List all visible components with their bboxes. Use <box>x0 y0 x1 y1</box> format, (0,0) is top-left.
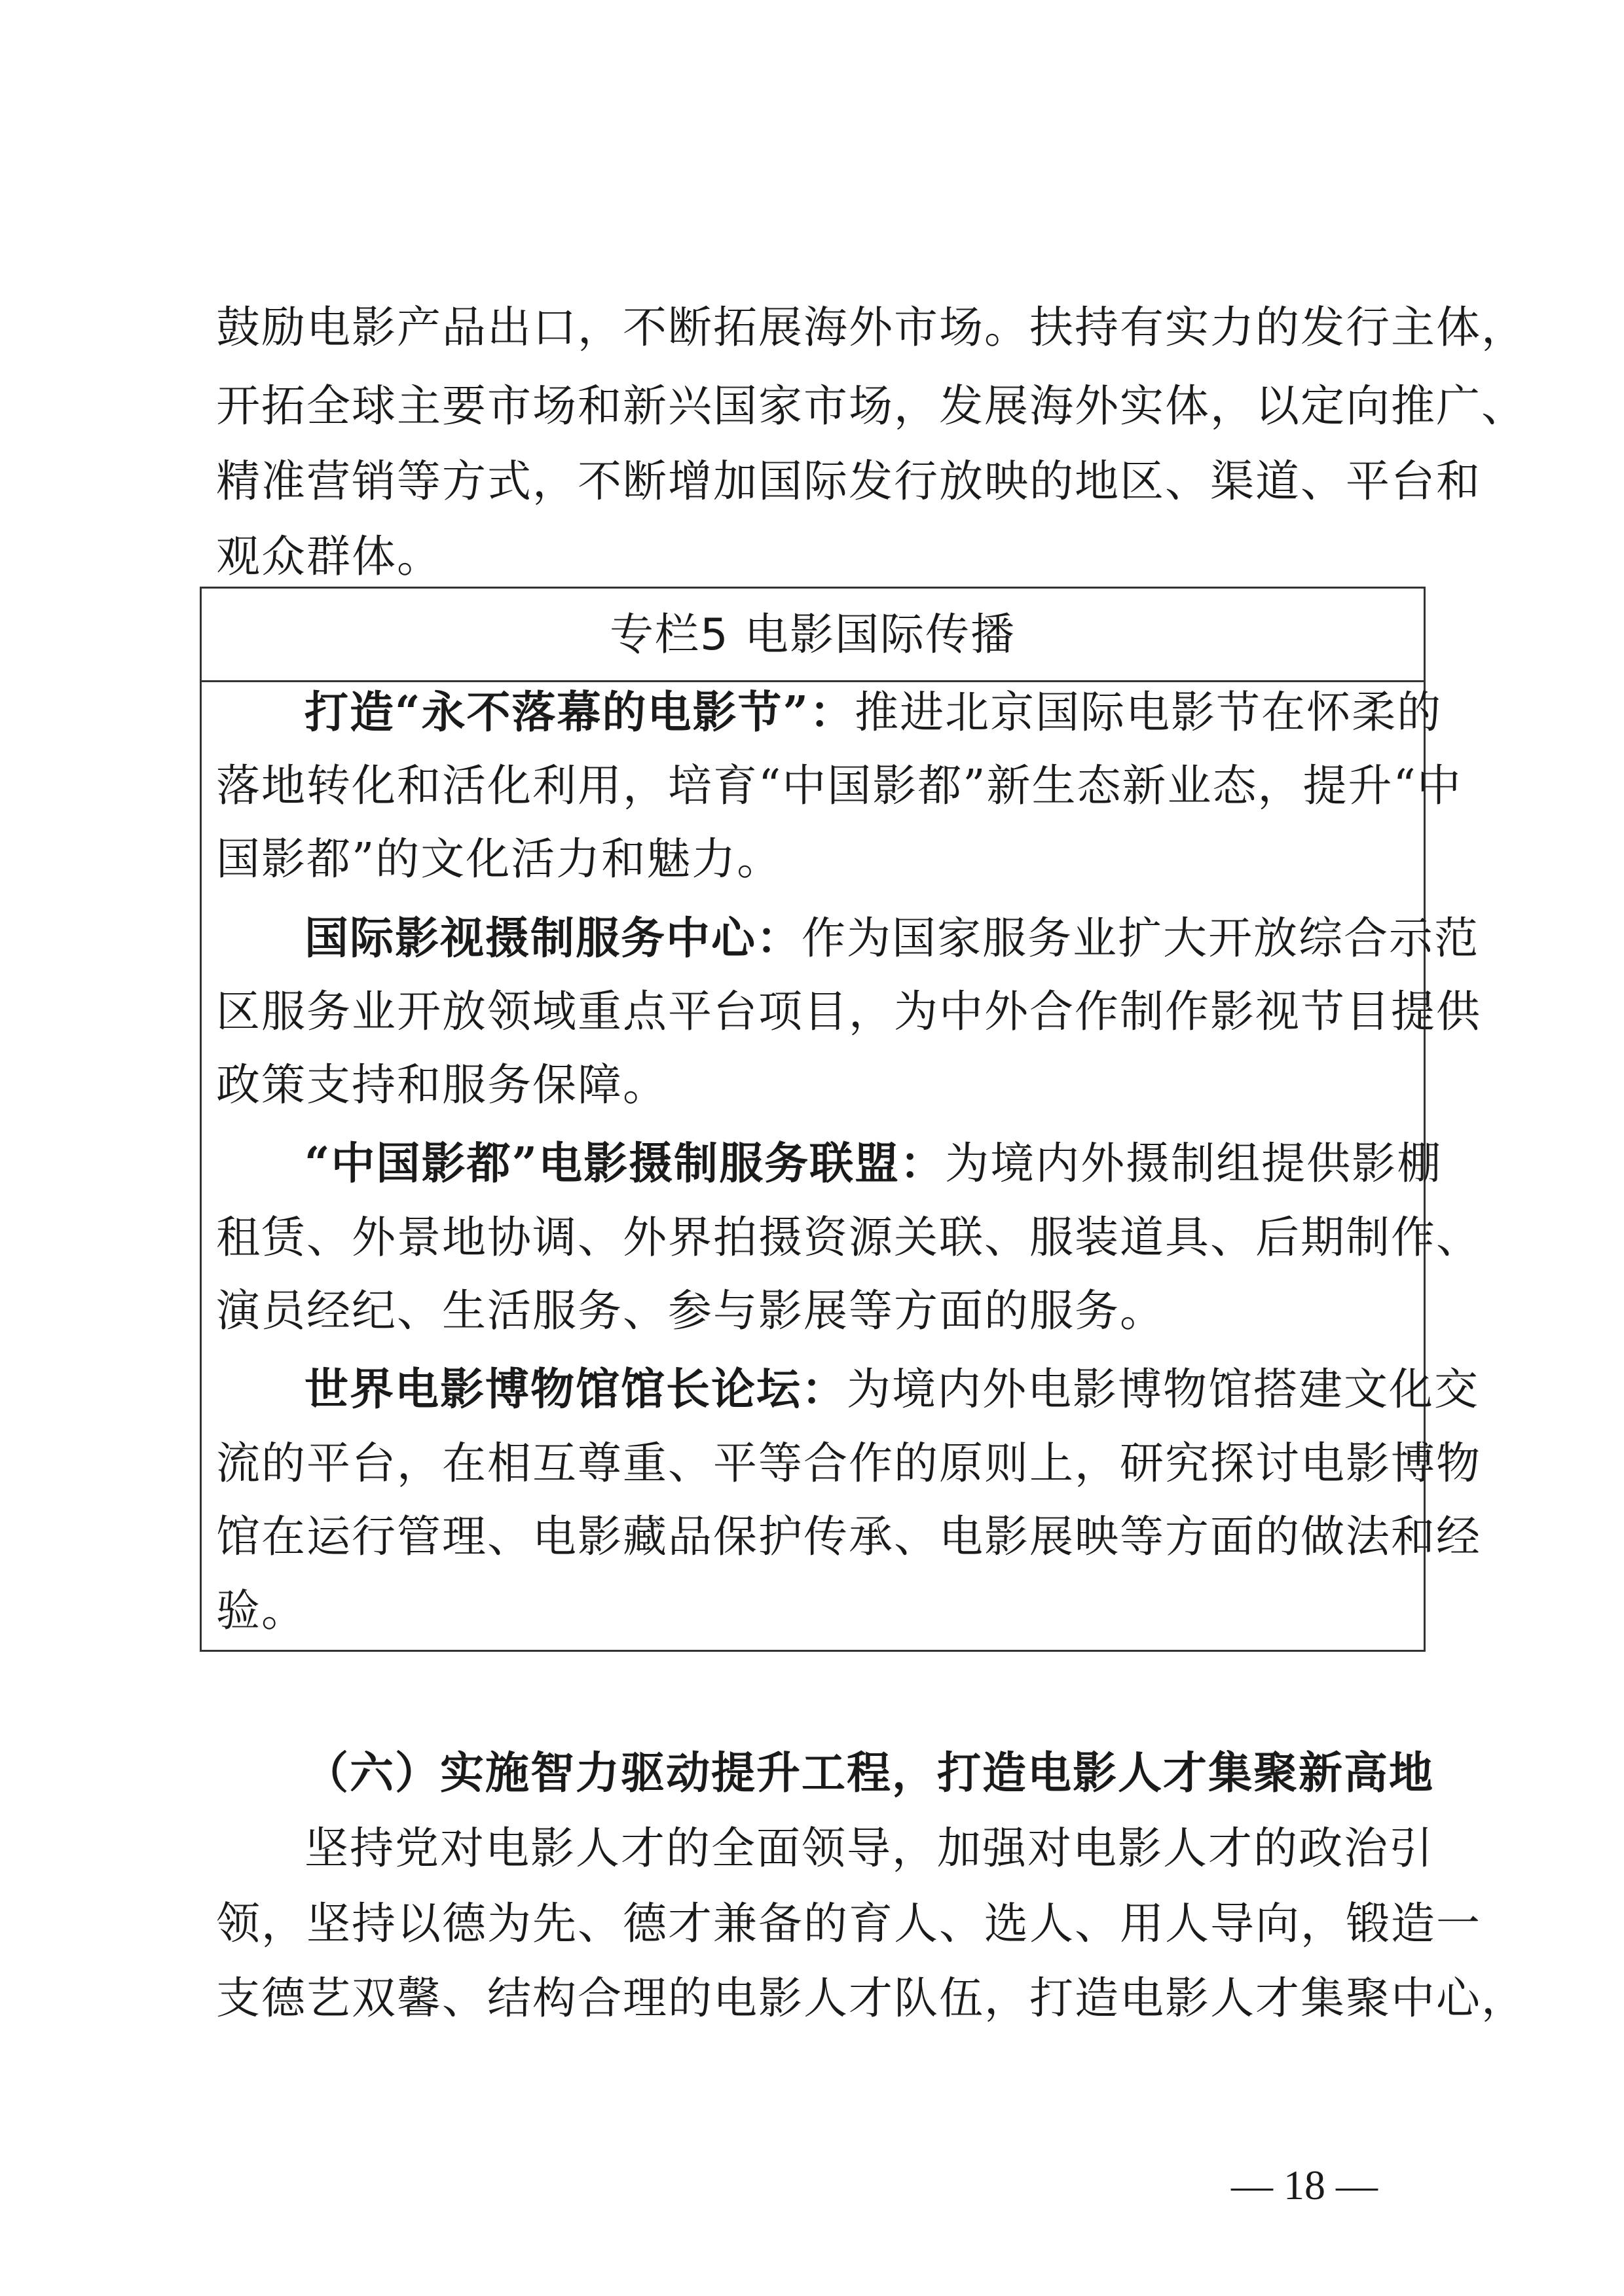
column-item-first-line <box>304 1137 1442 1190</box>
intro-line: 精准营销等方式，不断增加国际发行放映的地区、渠道、平台和 <box>216 456 1481 507</box>
column-item-heading: “中国影都”电影摄制服务联盟： <box>304 1137 946 1189</box>
body-line: 支德艺双馨、结构合理的电影人才队伍，打造电影人才集聚中心， <box>216 1973 1526 2024</box>
column-box <box>200 587 1481 1652</box>
column-item-text: 为境内外摄制组提供影棚 <box>945 1138 1443 1189</box>
column-item-line: 区服务业开放领域重点平台项目，为中外合作制作影视节目提供 <box>216 986 1481 1037</box>
column-item-heading: 国际影视摄制服务中心： <box>304 912 802 964</box>
column-item-line: 验。 <box>216 1585 306 1636</box>
column-item-line: 租赁、外景地协调、外界拍摄资源关联、服装道具、后期制作、 <box>216 1212 1481 1263</box>
intro-line: 鼓励电影产品出口，不断拓展海外市场。扶持有实力的发行主体， <box>216 302 1526 353</box>
column-item-first-line <box>304 686 1442 738</box>
column-item-heading: 世界电影博物馆馆长论坛： <box>304 1363 847 1415</box>
column-item-line: 落地转化和活化利用，培育“中国影都”新生态新业态，提升“中 <box>216 760 1462 811</box>
column-item-line: 政策支持和服务保障。 <box>216 1059 668 1110</box>
column-item-line: 馆在运行管理、电影藏品保护传承、电影展映等方面的做法和经 <box>216 1511 1481 1562</box>
column-item-text: 推进北京国际电影节在怀柔的 <box>855 687 1443 738</box>
column-box-divider <box>202 680 1424 682</box>
intro-line: 开拓全球主要市场和新兴国家市场，发展海外实体，以定向推广、 <box>216 380 1526 431</box>
column-item-first-line <box>304 1363 1479 1415</box>
intro-line: 观众群体。 <box>216 531 442 582</box>
column-item-heading: 打造“永不落幕的电影节”： <box>304 686 855 738</box>
column-item-first-line <box>304 912 1479 964</box>
body-line: 坚持党对电影人才的全面领导，加强对电影人才的政治引 <box>304 1823 1434 1874</box>
section-heading: （六）实施智力驱动提升工程，打造电影人才集聚新高地 <box>304 1747 1434 1798</box>
body-line: 领，坚持以德为先、德才兼备的育人、选人、用人导向，锻造一 <box>216 1898 1481 1949</box>
column-item-line: 国影都”的文化活力和魅力。 <box>216 833 783 884</box>
column-item-line: 流的平台，在相互尊重、平等合作的原则上，研究探讨电影博物 <box>216 1438 1481 1489</box>
column-box-title: 专栏5 电影国际传播 <box>610 609 1016 660</box>
column-item-text: 为境内外电影博物馆搭建文化交 <box>847 1364 1479 1415</box>
page-number: — 18 — <box>1231 2162 1378 2208</box>
column-item-text: 作为国家服务业扩大开放综合示范 <box>802 913 1479 964</box>
column-item-line: 演员经纪、生活服务、参与影展等方面的服务。 <box>216 1285 1165 1336</box>
